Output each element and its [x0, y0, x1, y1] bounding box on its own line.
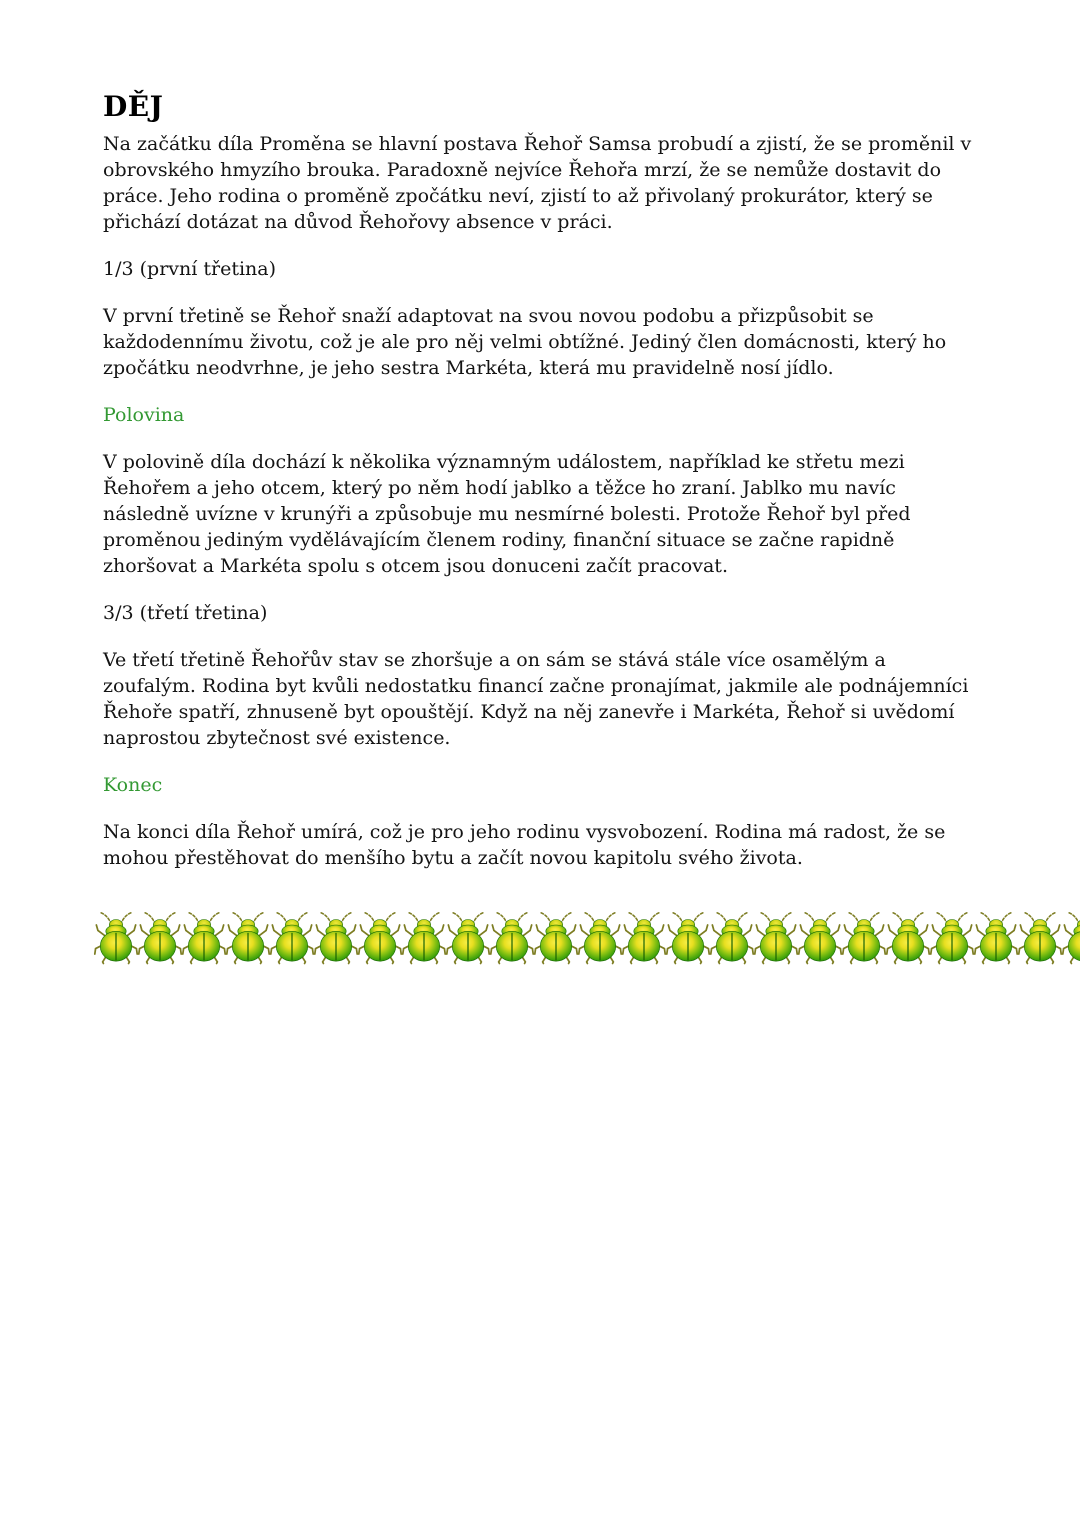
beetle-icon — [754, 905, 798, 967]
beetle-icon — [314, 905, 358, 967]
section-label-first-third: 1/3 (první třetina) — [103, 258, 277, 280]
beetle-icon — [402, 905, 446, 967]
beetle-icon — [182, 905, 226, 967]
beetle-icon — [622, 905, 666, 967]
section-heading-polovina: Polovina — [103, 404, 185, 426]
end-paragraph: Na konci díla Řehoř umírá, což je pro jeho rodinu vysvobození. Rodina má radost, že se mohou přestěhovat do menšího bytu a začít novou kapitolu svého života. — [103, 821, 946, 869]
beetle-icon — [138, 905, 182, 967]
beetle-icon — [534, 905, 578, 967]
section-label-third-third: 3/3 (třetí třetina) — [103, 602, 268, 624]
beetle-icon — [710, 905, 754, 967]
beetle-row — [94, 905, 1080, 969]
beetle-icon — [270, 905, 314, 967]
beetle-icon — [1062, 905, 1080, 967]
beetle-icon — [578, 905, 622, 967]
beetle-icon — [358, 905, 402, 967]
first-third-paragraph: V první třetině se Řehoř snaží adaptovat na svou novou podobu a přizpůsobit se každodennímu životu, což je ale pro něj velmi obtížné. Jediný člen domácnosti, který ho zpočátku neodvrhne, je jeho sestra Markéta, která mu pravidelně nosí jídlo. — [103, 305, 947, 379]
beetle-icon — [666, 905, 710, 967]
beetle-icon — [974, 905, 1018, 967]
beetle-icon — [798, 905, 842, 967]
half-paragraph: V polovině díla dochází k několika významným událostem, například ke střetu mezi Řehořem a jeho otcem, který po něm hodí jablko a těžce ho zraní. Jablko mu navíc následně uvízne v krunýři a způsobuje mu nesmírné bolesti. Protože Řehoř byl před proměnou jediným vydělávajícím členem rodiny, finanční situace se začne rapidně zhoršovat a Markéta spolu s otcem jsou donuceni začít pracovat. — [103, 451, 911, 577]
intro-paragraph: Na začátku díla Proměna se hlavní postava Řehoř Samsa probudí a zjistí, že se proměnil v obrovského hmyzího brouka. Paradoxně nejvíce Řehořa mrzí, že se nemůže dostavit do práce. Jeho rodina o proměně zpočátku neví, zjistí to až přivolaný prokurátor, který se přichází dotázat na důvod Řehořovy absence v práci. — [103, 133, 972, 233]
beetle-icon — [446, 905, 490, 967]
beetle-icon — [930, 905, 974, 967]
beetle-icon — [490, 905, 534, 967]
beetle-icon — [842, 905, 886, 967]
beetle-icon — [226, 905, 270, 967]
third-third-paragraph: Ve třetí třetině Řehořův stav se zhoršuje a on sám se stává stále více osamělým a zoufalým. Rodina byt kvůli nedostatku financí začne pronajímat, jakmile ale podnájemníci Řehoře spatří, zhnuseně byt opouštějí. Když na něj zanevře i Markéta, Řehoř si uvědomí naprostou zbytečnost své existence. — [103, 649, 969, 749]
beetle-icon — [886, 905, 930, 967]
beetle-icon — [1018, 905, 1062, 967]
page-title: DĚJ — [103, 90, 164, 123]
beetle-icon — [94, 905, 138, 967]
section-heading-konec: Konec — [103, 774, 163, 796]
